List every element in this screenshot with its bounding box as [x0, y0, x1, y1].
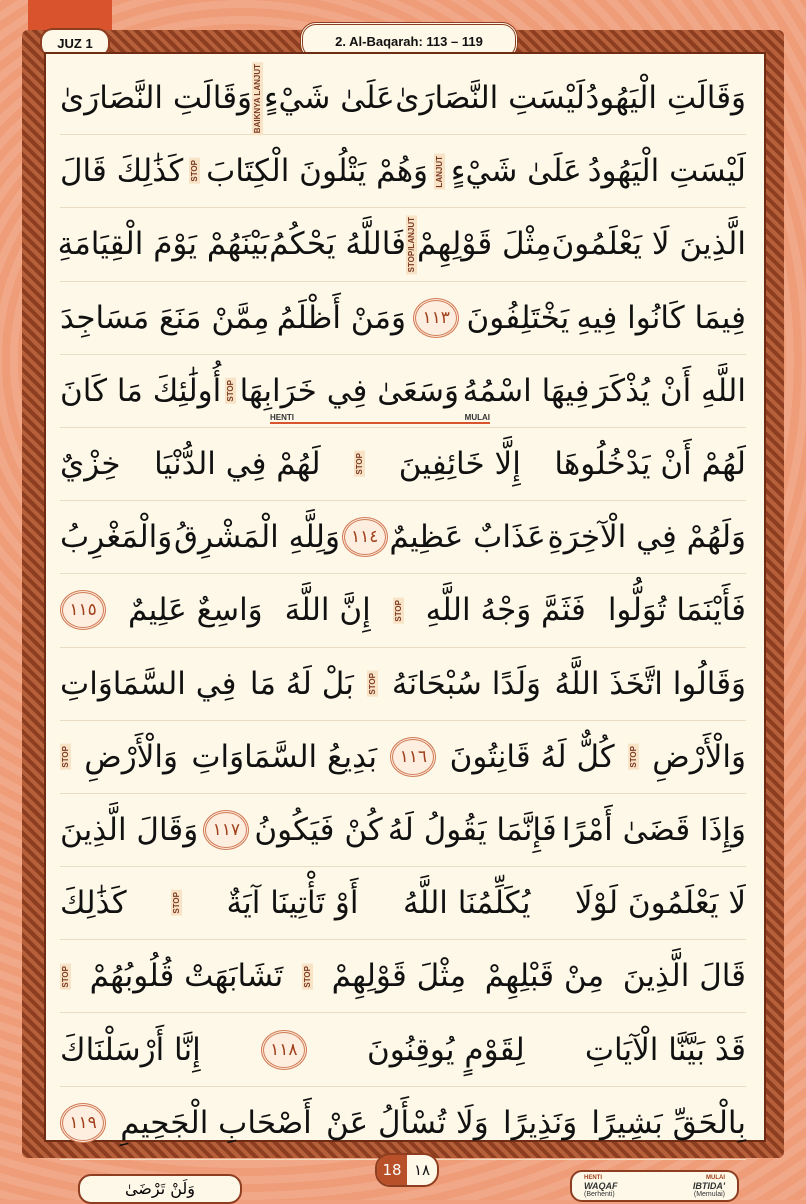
- ayah-number-marker: ١١٣: [413, 298, 459, 338]
- verse-text: وَمَنْ أَظْلَمُ: [276, 299, 406, 336]
- verse-text: وَلِلَّهِ الْمَشْرِقُ: [173, 519, 340, 556]
- waqf-sign: STOP: [190, 160, 200, 183]
- verse-line: [60, 940, 746, 1013]
- waqf-sign: STOP: [225, 380, 235, 402]
- verse-line: [60, 574, 746, 647]
- verse-text: عَلَىٰ شَيْءٍ: [450, 153, 582, 190]
- verse-text: وَهُمْ يَتْلُونَ الْكِتَابَ: [206, 153, 429, 190]
- verse-text: مِنْ قَبْلِهِمْ: [484, 958, 605, 995]
- verse-text: أُولَٰئِكَ مَا كَانَ: [60, 372, 222, 409]
- verse-text: تَشَابَهَتْ قُلُوبُهُمْ: [89, 958, 284, 995]
- waqf-sign: STOP: [628, 745, 638, 768]
- verse-line: [60, 282, 746, 355]
- verse-line: [60, 135, 746, 208]
- verse-line: [60, 1013, 746, 1086]
- ayah-number-marker: ١١٨: [261, 1030, 307, 1070]
- verse-text: وَلَا تُسْأَلُ عَنْ: [326, 1104, 489, 1141]
- verse-line: [60, 428, 746, 501]
- verse-text: كَذَٰلِكَ قَالَ: [60, 153, 184, 190]
- verse-text: وَالْأَرْضِ: [652, 738, 746, 775]
- ayah-number-marker: ١١٩: [60, 1103, 106, 1143]
- verse-text: كُلٌّ لَهُ قَانِتُونَ: [449, 738, 615, 775]
- ayah-number-marker: ١١٧: [203, 810, 249, 850]
- verse-line: [60, 867, 746, 940]
- verse-text: اللَّهِ أَنْ يُذْكَرَ: [593, 372, 746, 409]
- verse-line: [60, 501, 746, 574]
- waqaf-legend: [570, 1170, 739, 1202]
- verse-text: يُكَلِّمُنَا اللَّهُ: [402, 885, 531, 922]
- verse-text: مِثْلَ قَوْلِهِمْ: [417, 226, 552, 263]
- verse-text: وَنَذِيرًا: [502, 1104, 578, 1141]
- waqf-sign: STOP: [61, 965, 70, 988]
- verse-text: لَيْسَتِ الْيَهُودُ: [587, 153, 746, 190]
- ayah-number-marker: ١١٦: [390, 737, 436, 777]
- verse-text: لَهُمْ فِي الدُّنْيَا: [154, 446, 321, 483]
- henti-mulai-marker: [270, 413, 490, 424]
- verse-line: [60, 794, 746, 867]
- verse-text: فِيمَا كَانُوا فِيهِ: [576, 299, 746, 336]
- legend-ibtida: IBTIDA': [692, 1181, 725, 1191]
- verse-text: خِزْيٌ: [60, 446, 121, 483]
- verse-text: إِنَّا أَرْسَلْنَاكَ: [60, 1031, 201, 1068]
- verse-line: [60, 1087, 746, 1160]
- verse-text: قَالَ الَّذِينَ: [622, 958, 746, 995]
- verse-text: وَالْمَغْرِبُ: [60, 519, 173, 556]
- verse-text: يَخْتَلِفُونَ: [466, 299, 570, 336]
- verse-text: وَقَالَتِ الْيَهُودُ: [585, 80, 746, 117]
- waqf-sign: LANJUT: [434, 155, 444, 188]
- verse-text: فَإِنَّمَا يَقُولُ لَهُ: [387, 811, 557, 848]
- page-number: [375, 1153, 439, 1187]
- verse-text: أَصْحَابِ الْجَحِيمِ: [120, 1104, 312, 1141]
- legend-mulai: MULAI: [706, 1175, 725, 1181]
- page-number-latin: 18: [377, 1155, 407, 1185]
- verse-text: إِنَّ اللَّهَ: [284, 592, 371, 629]
- verse-text: وَاسِعٌ عَلِيمٌ: [128, 592, 263, 629]
- verse-text: لَهُمْ أَنْ يَدْخُلُوهَا: [554, 446, 746, 483]
- verse-text: مِمَّنْ مَنَعَ مَسَاجِدَ: [60, 299, 270, 336]
- verse-text: بَلْ لَهُ مَا: [249, 665, 354, 702]
- verse-text: وَالْأَرْضِ: [84, 738, 179, 775]
- marker-henti: HENTI: [270, 412, 294, 422]
- juz-tab: [28, 0, 112, 30]
- waqf-sign: STOP: [172, 892, 182, 914]
- waqf-sign: STOP: [368, 672, 378, 695]
- waqf-sign: STOP: [393, 599, 403, 622]
- verse-text: لَا يَعْلَمُونَ لَوْلَا: [574, 885, 746, 922]
- verse-text: فَأَيْنَمَا تُوَلُّوا: [607, 592, 746, 629]
- verse-text: بَيْنَهُمْ يَوْمَ الْقِيَامَةِ: [57, 226, 270, 263]
- juz-label: JUZ 1: [40, 28, 110, 58]
- page-number-arabic: ١٨: [407, 1155, 437, 1185]
- verse-line: [57, 208, 746, 281]
- marker-mulai: MULAI: [464, 412, 490, 422]
- verse-text: وَقَالَتِ النَّصَارَىٰ: [60, 80, 252, 117]
- verse-text: فَاللَّهُ يَحْكُمُ: [269, 226, 406, 263]
- ayah-number-marker: ١١٤: [342, 517, 388, 557]
- waqf-sign: BAIKNYA LANJUT: [253, 63, 263, 133]
- legend-henti: HENTI: [584, 1175, 602, 1181]
- verse-text: بَدِيعُ السَّمَاوَاتِ: [191, 738, 378, 775]
- verse-line: [60, 721, 746, 794]
- verse-text: مِثْلَ قَوْلِهِمْ: [331, 958, 467, 995]
- verse-text: فِيهَا اسْمُهُ: [462, 372, 590, 409]
- verse-text: وَلَدًا سُبْحَانَهُ: [391, 665, 542, 702]
- verse-text: أَوْ تَأْتِينَا آيَةٌ: [226, 885, 359, 922]
- legend-waqaf-sub: (Berhenti): [584, 1191, 615, 1198]
- verse-text: لَيْسَتِ النَّصَارَىٰ: [395, 80, 586, 117]
- verse-text: إِلَّا خَائِفِينَ: [398, 446, 521, 483]
- waqf-sign: STOP/LANJUT: [407, 216, 416, 273]
- verse-text: كُنْ فَيَكُونُ: [254, 811, 383, 848]
- verse-text: الَّذِينَ لَا يَعْلَمُونَ: [551, 226, 746, 263]
- verse-text: وَإِذَا قَضَىٰ أَمْرًا: [561, 811, 746, 848]
- verse-text: عَذَابٌ عَظِيمٌ: [389, 519, 546, 556]
- verse-text: عَلَىٰ شَيْءٍ: [263, 80, 395, 117]
- verse-lines: [57, 62, 746, 1160]
- verse-text: وَسَعَىٰ فِي خَرَابِهَا: [239, 372, 459, 409]
- verse-line: [60, 355, 746, 428]
- verse-text: وَقَالُوا اتَّخَذَ اللَّهُ: [554, 665, 746, 702]
- catchword: وَلَنْ تَرْضَىٰ: [78, 1174, 242, 1204]
- waqf-sign: STOP: [61, 745, 70, 768]
- waqf-sign: STOP: [355, 453, 365, 475]
- verse-text: فِي السَّمَاوَاتِ: [60, 665, 237, 702]
- legend-ibtida-sub: (Memulai): [693, 1191, 725, 1198]
- surah-title: 2. Al-Baqarah: 113 – 119: [300, 22, 518, 60]
- legend-waqaf: WAQAF: [584, 1181, 618, 1191]
- verse-line: [60, 62, 746, 135]
- waqf-sign: STOP: [302, 965, 312, 988]
- verse-text: بِالْحَقِّ بَشِيرًا: [591, 1104, 746, 1141]
- ayah-number-marker: ١١٥: [60, 590, 106, 630]
- verse-text: وَلَهُمْ فِي الْآخِرَةِ: [547, 519, 746, 556]
- verse-text: وَقَالَ الَّذِينَ: [60, 811, 199, 848]
- verse-text: فَثَمَّ وَجْهُ اللَّهِ: [425, 592, 586, 629]
- verse-text: لِقَوْمٍ يُوقِنُونَ: [366, 1031, 525, 1068]
- verse-text: كَذَٰلِكَ: [60, 885, 127, 922]
- verse-text: قَدْ بَيَّنَّا الْآيَاتِ: [584, 1031, 746, 1068]
- verse-line: [60, 648, 746, 721]
